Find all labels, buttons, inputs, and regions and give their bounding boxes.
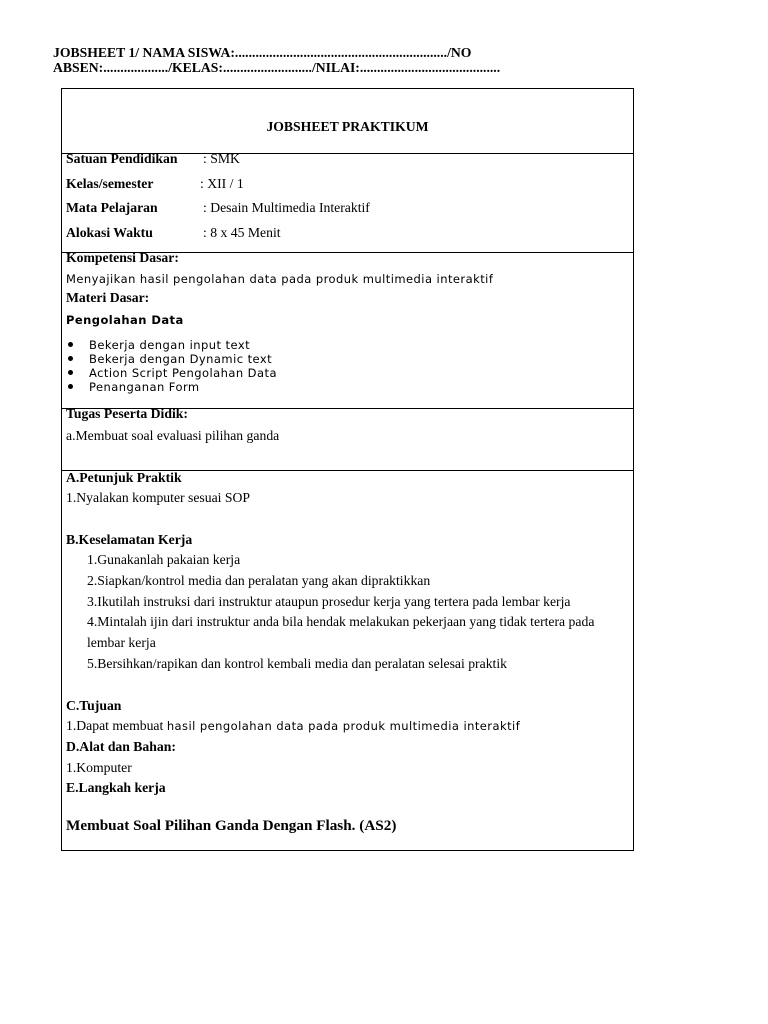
identity-value-satuan-pendidikan: : SMK <box>203 151 240 166</box>
materi-list-item-text: Action Script Pengolahan Data <box>89 365 277 380</box>
materi-heading: Materi Dasar: <box>66 290 150 305</box>
identity-value-alokasi-waktu: : 8 x 45 Menit <box>203 225 281 240</box>
materi-list-item <box>66 380 277 394</box>
bullet-icon <box>68 342 73 347</box>
identity-label-mata-pelajaran: Mata Pelajaran <box>66 200 158 215</box>
identity-value-mata-pelajaran: : Desain Multimedia Interaktif <box>203 200 370 215</box>
identity-label-kelas-semester: Kelas/semester <box>66 176 154 191</box>
tujuan-heading: C.Tujuan <box>66 698 122 713</box>
materi-list-item <box>66 352 277 366</box>
keselamatan-item: 1.Gunakanlah pakaian kerja <box>87 552 241 567</box>
materi-list-item-text: Bekerja dengan Dynamic text <box>89 351 273 366</box>
kompetensi-heading: Kompetensi Dasar: <box>66 250 179 265</box>
tujuan-item-text: hasil pengolahan data pada produk multimedia interaktif <box>166 719 521 733</box>
petunjuk-heading: A.Petunjuk Praktik <box>66 470 182 485</box>
keselamatan-item: 3.Ikutilah instruksi dari instruktur ataupun prosedur kerja yang tertera pada lembar kerja <box>87 593 571 609</box>
identity-value-kelas-semester: : XII / 1 <box>200 176 244 191</box>
tugas-text: a.Membuat soal evaluasi pilihan ganda <box>66 428 280 443</box>
keselamatan-item: 5.Bersihkan/rapikan dan kontrol kembali media dan peralatan selesai praktik <box>87 655 507 671</box>
keselamatan-item: 2.Siapkan/kontrol media dan peralatan yang akan dipraktikkan <box>87 572 431 588</box>
tugas-heading: Tugas Peserta Didik: <box>66 406 188 421</box>
keselamatan-item: 4.Mintalah ijin dari instruktur anda bila hendak melakukan pekerjaan yang tidak tertera pada lembar kerja <box>87 614 595 651</box>
materi-list-item <box>66 338 277 352</box>
materi-list-item-text: Penanganan Form <box>89 379 200 394</box>
bullet-icon <box>68 356 73 361</box>
materi-list-item-text: Bekerja dengan input text <box>89 337 251 352</box>
petunjuk-item: 1.Nyalakan komputer sesuai SOP <box>66 490 250 505</box>
bullet-icon <box>68 370 73 375</box>
identity-label-alokasi-waktu: Alokasi Waktu <box>66 225 153 240</box>
bullet-icon <box>68 384 73 389</box>
keselamatan-list <box>87 550 622 675</box>
identity-label-satuan-pendidikan: Satuan Pendidikan <box>66 151 178 166</box>
header-line-nama-siswa: JOBSHEET 1/ NAMA SISWA:............................................................../NO <box>53 45 472 60</box>
header-line-absen-kelas-nilai: ABSEN:.................../KELAS:........................../NILAI:......................................... <box>53 60 501 75</box>
alat-bahan-heading: D.Alat dan Bahan: <box>66 739 176 754</box>
kompetensi-text: Menyajikan hasil pengolahan data pada produk multimedia interaktif <box>66 272 494 286</box>
langkah-task: Membuat Soal Pilihan Ganda Dengan Flash. (AS2) <box>66 817 397 834</box>
materi-subheading: Pengolahan Data <box>66 313 184 327</box>
alat-bahan-item: 1.Komputer <box>66 760 132 775</box>
tujuan-item <box>66 718 520 734</box>
tujuan-item-prefix: 1.Dapat membuat <box>66 718 164 733</box>
langkah-heading: E.Langkah kerja <box>66 780 166 795</box>
worksheet-title: JOBSHEET PRAKTIKUM <box>266 119 429 134</box>
materi-list <box>66 338 277 394</box>
keselamatan-heading: B.Keselamatan Kerja <box>66 532 193 547</box>
materi-list-item <box>66 366 277 380</box>
